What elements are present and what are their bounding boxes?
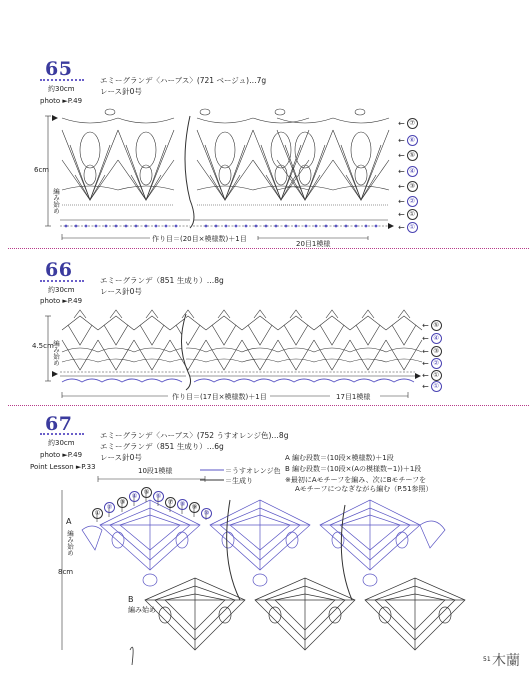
row-number: ① xyxy=(92,500,103,519)
row-marker: ← ⑦ xyxy=(398,118,418,129)
row-number: ⑧ xyxy=(177,491,188,510)
row-marker: ← ① xyxy=(422,370,442,381)
row-number: ⑥ xyxy=(153,483,164,502)
row-marker: ← ① xyxy=(398,222,418,233)
row-marker: ← ⑤ xyxy=(398,150,418,161)
yarn-info: エミーグランデ〈ハーブス〉(721 ベージュ)…7g xyxy=(100,76,267,85)
repeat-label: 10段1模様 xyxy=(138,467,173,475)
legend-natural: ＝生成り xyxy=(225,477,253,485)
row-number: ⑩ xyxy=(201,500,212,519)
row-number: ④ xyxy=(129,483,140,502)
pattern-number-66: 66 xyxy=(45,259,73,281)
row-marker: ← ⑥ xyxy=(398,135,418,146)
watermark-logo: 木蘭 xyxy=(492,653,520,669)
row-marker: ← ② xyxy=(422,358,442,369)
row-marker: ← ② xyxy=(398,196,418,207)
repeat-label: 20目1模様 xyxy=(296,240,331,248)
finished-size: 約30cm xyxy=(48,85,75,93)
hook-info: レース針0号 xyxy=(100,287,142,296)
row-marker: ← ① xyxy=(398,209,418,220)
lesson-reference: Point Lesson ►P.33 xyxy=(30,463,96,471)
row-number: ③ xyxy=(117,489,128,508)
note-c-line-2: Aモチーフにつなぎながら編む（P.51参照） xyxy=(295,485,433,493)
motif-a-label: A xyxy=(66,517,72,526)
yarn-info-1: エミーグランデ〈ハーブス〉(752 うすオレンジ色)…8g xyxy=(100,431,289,440)
row-number: ⑨ xyxy=(189,494,200,513)
photo-reference: photo ►P.49 xyxy=(40,451,83,459)
motif-b-start: 編み始め xyxy=(128,606,156,614)
cast-on-formula: 作り目＝(17目×模様数)＋1目 xyxy=(172,393,267,401)
yarn-info-2: エミーグランデ（851 生成り）…6g xyxy=(100,442,224,451)
row-number: ⑦ xyxy=(165,489,176,508)
row-marker: ← ⑤ xyxy=(422,320,442,331)
row-number: ⑤ xyxy=(141,479,152,498)
height-label: 8cm xyxy=(58,568,74,576)
repeat-label: 17目1模様 xyxy=(336,393,371,401)
note-c-line-1: ※最初にAモチーフを編み、次にBモチーフを xyxy=(285,476,427,484)
motif-a-start: 編み始め xyxy=(66,530,74,556)
row-marker: ← ④ xyxy=(398,166,418,177)
photo-reference: photo ►P.49 xyxy=(40,97,83,105)
pattern-number-67: 67 xyxy=(45,413,73,435)
row-marker: ← ① xyxy=(422,381,442,392)
pattern-number-65: 65 xyxy=(45,58,73,80)
hook-info: レース針0号 xyxy=(100,87,142,96)
legend-orange: ＝うすオレンジ色 xyxy=(225,467,281,475)
yarn-info: エミーグランデ（851 生成り）…8g xyxy=(100,276,224,285)
row-marker: ← ③ xyxy=(422,346,442,357)
finished-size: 約30cm xyxy=(48,439,75,447)
height-label: 4.5cm xyxy=(32,342,54,350)
cast-on-formula: 作り目＝(20目×模様数)＋1目 xyxy=(152,235,247,243)
start-label: 編み始め xyxy=(52,188,60,214)
row-marker: ← ③ xyxy=(398,181,418,192)
row-marker: ← ④ xyxy=(422,333,442,344)
start-label: 編み始め xyxy=(52,340,60,366)
motif-b-label: B xyxy=(128,595,134,604)
height-label: 6cm xyxy=(34,166,50,174)
row-number: ② xyxy=(104,494,115,513)
photo-reference: photo ►P.49 xyxy=(40,297,83,305)
note-a: A 編む段数＝(10段×模様数)＋1段 xyxy=(285,454,394,462)
hook-info: レース針0号 xyxy=(100,453,142,462)
note-b: B 編む段数＝(10段×(Aの模様数−1))＋1段 xyxy=(285,465,422,473)
page-number: 51 xyxy=(483,656,491,663)
finished-size: 約30cm xyxy=(48,286,75,294)
